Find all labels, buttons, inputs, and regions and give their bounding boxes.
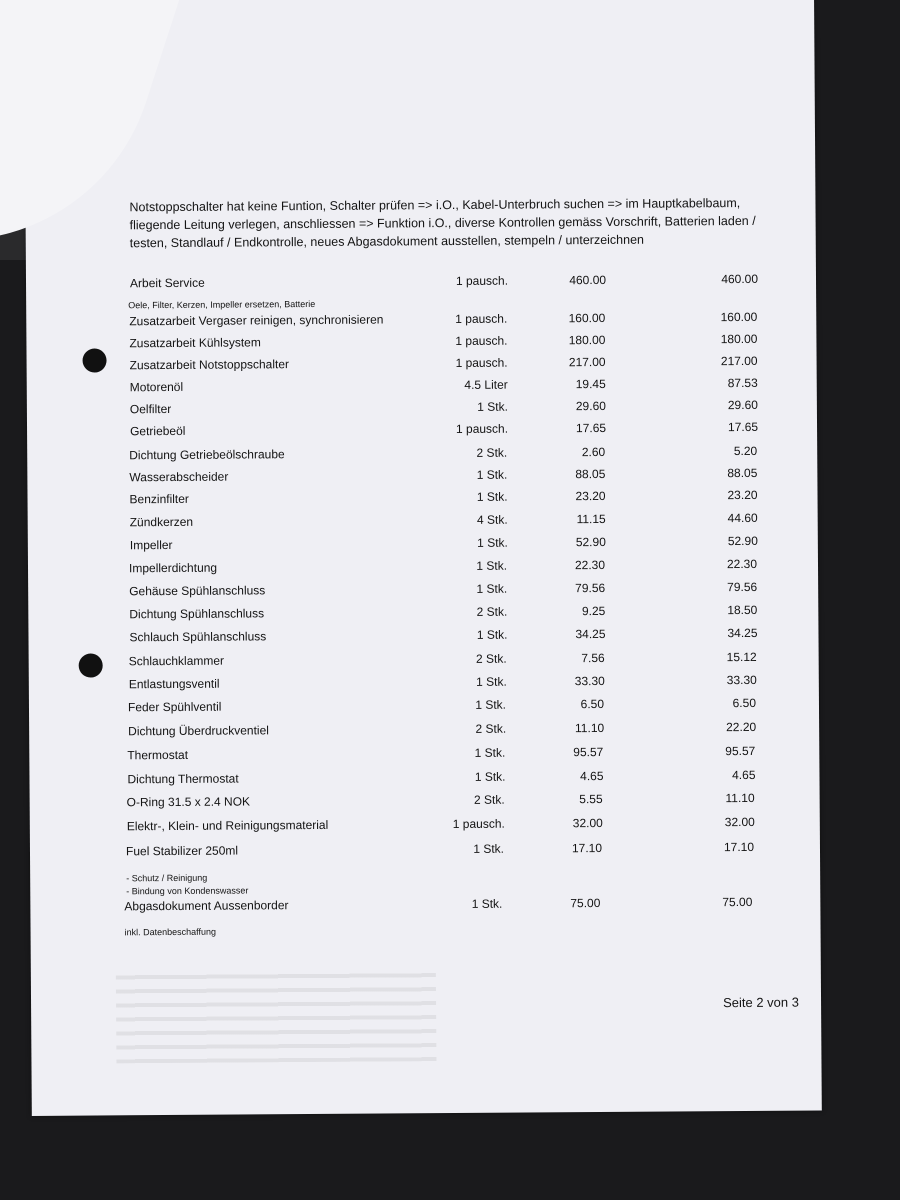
item-price: 52.90 xyxy=(575,534,606,550)
table-row xyxy=(29,556,819,582)
item-total: 75.00 xyxy=(722,894,753,910)
item-desc: Elektr-, Klein- und Reinigungsmaterial xyxy=(126,817,329,834)
table-row xyxy=(29,487,819,513)
item-desc: Impeller xyxy=(129,537,173,553)
item-price: 6.50 xyxy=(580,696,605,712)
item-total: 4.65 xyxy=(732,767,756,783)
service-note: Oele, Filter, Kerzen, Impeller ersetzen, Batterie xyxy=(128,298,316,311)
item-qty: 1 Stk. xyxy=(476,627,508,642)
item-qty: 1 Stk. xyxy=(475,697,507,712)
item-qty: 1 pausch. xyxy=(455,355,508,370)
table-row xyxy=(29,625,819,651)
item-total: 95.57 xyxy=(725,743,756,759)
item-price: 34.25 xyxy=(575,626,606,642)
item-total: 217.00 xyxy=(720,353,758,369)
item-desc: Benzinfilter xyxy=(129,491,189,507)
item-price: 217.00 xyxy=(568,354,606,370)
item-total: 29.60 xyxy=(727,397,758,413)
item-desc: O-Ring 31.5 x 2.4 NOK xyxy=(126,794,251,810)
table-row xyxy=(28,695,818,721)
item-qty: 1 Stk. xyxy=(476,674,507,689)
table-row xyxy=(29,331,819,357)
item-qty: 1 Stk. xyxy=(476,467,508,482)
item-total: 180.00 xyxy=(720,331,758,347)
item-total: 15.12 xyxy=(726,649,757,665)
item-price: 2.60 xyxy=(581,444,606,460)
table-row xyxy=(24,895,814,921)
table-row xyxy=(30,375,820,401)
item-price: 11.15 xyxy=(576,511,606,527)
item-desc: Gehäuse Spühlanschluss xyxy=(129,583,266,599)
page-number: Seite 2 von 3 xyxy=(723,994,799,1011)
item-desc: Dichtung Spühlanschluss xyxy=(129,606,265,622)
item-price: 23.20 xyxy=(575,488,606,504)
item-desc: Feder Spühlventil xyxy=(127,699,222,715)
item-desc: Arbeit Service xyxy=(129,275,205,291)
item-price: 79.56 xyxy=(575,580,606,596)
item-qty: 1 pausch. xyxy=(452,816,505,832)
item-desc: Entlastungsventil xyxy=(128,676,220,692)
item-price: 17.10 xyxy=(571,840,603,856)
item-desc: Dichtung Überdruckventiel xyxy=(128,723,269,739)
item-qty: 1 Stk. xyxy=(476,489,508,504)
item-price: 19.45 xyxy=(575,376,606,392)
table-row xyxy=(29,602,819,628)
item-desc: Fuel Stabilizer 250ml xyxy=(125,843,239,859)
item-total: 33.30 xyxy=(726,672,757,688)
item-desc: Thermostat xyxy=(127,747,189,763)
item-qty: 1 Stk. xyxy=(477,535,508,550)
table-row xyxy=(27,790,817,816)
item-total: 22.20 xyxy=(726,719,757,735)
item-desc: Zusatzarbeit Notstoppschalter xyxy=(129,357,290,373)
table-row xyxy=(29,465,819,491)
invoice-page xyxy=(24,0,822,1116)
item-desc: Impellerdichtung xyxy=(128,560,218,576)
item-qty: 1 pausch. xyxy=(455,421,509,436)
table-row xyxy=(26,839,816,865)
stabilizer-note-1: - Schutz / Reinigung xyxy=(126,872,208,884)
item-price: 7.56 xyxy=(581,650,605,666)
item-desc: Dichtung Thermostat xyxy=(127,771,239,787)
item-qty: 2 Stk. xyxy=(475,651,507,666)
item-qty: 1 Stk. xyxy=(477,399,508,414)
item-qty: 1 Stk. xyxy=(474,745,506,760)
table-row xyxy=(29,672,819,698)
item-total: 79.56 xyxy=(727,579,758,595)
item-total: 87.53 xyxy=(727,375,758,391)
item-total: 5.20 xyxy=(733,443,758,459)
table-row xyxy=(30,533,820,559)
item-desc: Schlauch Spühlanschluss xyxy=(129,629,267,645)
item-price: 460.00 xyxy=(569,272,607,288)
item-total: 18.50 xyxy=(727,602,758,618)
table-row xyxy=(30,353,820,379)
item-qty: 2 Stk. xyxy=(476,604,508,619)
item-price: 33.30 xyxy=(574,673,605,689)
item-qty: 1 Stk. xyxy=(476,581,508,596)
item-qty: 2 Stk. xyxy=(473,792,505,807)
table-row xyxy=(30,271,820,297)
item-total: 44.60 xyxy=(727,510,758,526)
item-total: 52.90 xyxy=(727,533,758,549)
table-row xyxy=(27,767,817,793)
item-total: 23.20 xyxy=(727,487,758,503)
abgas-note: inkl. Datenbeschaffung xyxy=(124,926,216,938)
item-desc: Zusatzarbeit Vergaser reinigen, synchronisieren xyxy=(129,312,384,329)
item-total: 32.00 xyxy=(724,814,755,830)
item-total: 160.00 xyxy=(720,309,758,325)
item-qty: 1 pausch. xyxy=(455,273,509,288)
item-desc: Abgasdokument Aussenborder xyxy=(124,898,289,914)
item-desc: Zusatzarbeit Kühlsystem xyxy=(129,335,261,351)
item-price: 22.30 xyxy=(574,557,606,573)
item-total: 6.50 xyxy=(732,695,757,711)
item-price: 29.60 xyxy=(575,398,606,414)
item-price: 95.57 xyxy=(573,744,604,760)
bleed-through-text xyxy=(116,966,437,1063)
item-price: 17.65 xyxy=(575,420,607,436)
table-row xyxy=(30,419,820,445)
item-price: 160.00 xyxy=(568,310,606,326)
item-desc: Dichtung Getriebeölschraube xyxy=(129,447,285,463)
item-qty: 4.5 Liter xyxy=(464,377,508,392)
item-qty: 2 Stk. xyxy=(475,721,507,736)
table-row xyxy=(28,719,818,745)
table-row xyxy=(29,649,819,675)
item-qty: 1 Stk. xyxy=(471,896,503,911)
item-total: 88.05 xyxy=(727,465,758,481)
stabilizer-note-2: - Bindung von Kondenswasser xyxy=(126,885,249,897)
item-qty: 1 pausch. xyxy=(455,333,508,348)
item-price: 75.00 xyxy=(570,895,601,911)
table-row xyxy=(27,743,817,769)
item-desc: Getriebeöl xyxy=(130,423,186,439)
item-desc: Wasserabscheider xyxy=(129,469,229,485)
item-price: 4.65 xyxy=(580,768,604,784)
table-row xyxy=(30,397,820,423)
item-desc: Schlauchklammer xyxy=(128,653,225,669)
item-qty: 2 Stk. xyxy=(476,445,508,460)
item-price: 5.55 xyxy=(579,791,603,807)
item-qty: 1 Stk. xyxy=(473,841,505,856)
table-row xyxy=(27,814,817,840)
item-qty: 1 Stk. xyxy=(474,769,506,784)
table-row xyxy=(29,443,819,469)
item-total: 460.00 xyxy=(721,271,759,287)
item-total: 17.10 xyxy=(723,839,755,855)
item-price: 180.00 xyxy=(568,332,606,348)
item-price: 88.05 xyxy=(575,466,606,482)
item-qty: 1 pausch. xyxy=(455,311,508,326)
work-description: Notstoppschalter hat keine Funtion, Schalter prüfen => i.O., Kabel-Unterbruch suchen => im Hauptkabelbaum, fliegende Leitung verlegen, anschliessen => Funktion i.O., diverse Kontrollen gemäss Vorschrift, Batterien laden / testen, Standlauf / Endkontrolle, neues Abgasdokument ausstellen, stempeln / unterzeichnen xyxy=(129,196,756,251)
item-total: 11.10 xyxy=(725,790,755,806)
table-row xyxy=(29,579,819,605)
item-desc: Oelfilter xyxy=(129,401,172,417)
item-total: 22.30 xyxy=(726,556,758,572)
item-total: 17.65 xyxy=(727,419,759,435)
item-qty: 4 Stk. xyxy=(476,512,508,527)
table-row xyxy=(30,510,820,536)
item-price: 9.25 xyxy=(581,603,606,619)
table-row xyxy=(29,309,819,335)
item-price: 11.10 xyxy=(574,720,605,736)
item-qty: 1 Stk. xyxy=(476,558,508,573)
item-desc: Zündkerzen xyxy=(129,514,194,530)
item-desc: Motorenöl xyxy=(129,379,184,395)
item-total: 34.25 xyxy=(727,625,758,641)
item-price: 32.00 xyxy=(572,815,603,831)
